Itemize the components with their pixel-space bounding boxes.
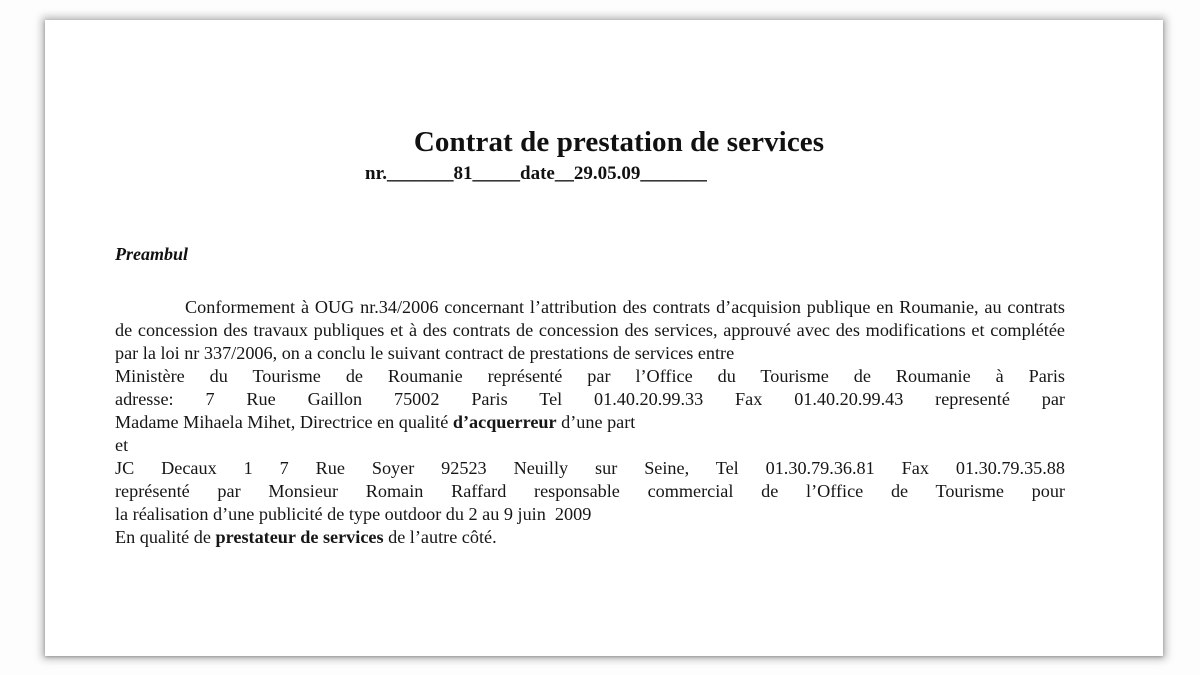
- party-1-line-1: Ministère du Tourisme de Roumanie représenté par l’Office du Tourisme de Roumanie à Paris: [115, 366, 1065, 386]
- closing-text: En qualité de: [115, 527, 216, 547]
- closing-line: [115, 526, 1065, 549]
- party-1-line-3: [115, 411, 1065, 434]
- party-2-line-1: JC Decaux 1 7 Rue Soyer 92523 Neuilly sur Seine, Tel 01.30.79.36.81 Fax 01.30.79.35.88: [115, 458, 1065, 478]
- party-2-line-2: représenté par Monsieur Romain Raffard responsable commercial de l’Office de Tourisme pour: [115, 481, 1065, 501]
- document-page: [45, 20, 1163, 656]
- role-acquerreur: d’acquerreur: [452, 412, 557, 432]
- document-body: [115, 296, 1065, 549]
- closing-suffix: de l’autre côté.: [383, 527, 497, 547]
- conjunction-et: et: [115, 435, 129, 455]
- paragraph-intro: Conformement à OUG nr.34/2006 concernant l’attribution des contrats d’acquision publique en Roumanie, au contrats de concession des travaux publiques et à des contrats de concession des services, approuvé avec des modifications et complétée par la loi nr 337/2006, on a conclu le suivant contract de prestations de services entre: [115, 297, 1065, 363]
- party-1-line-2: adresse: 7 Rue Gaillon 75002 Paris Tel 01.40.20.99.33 Fax 01.40.20.99.43 representé par: [115, 389, 1065, 409]
- document-title: Contrat de prestation de services: [413, 126, 825, 158]
- contract-number-line: nr._______81_____date__29.05.09_______: [365, 163, 707, 184]
- party-1-line-3-suffix: d’une part: [556, 412, 636, 432]
- preambul-heading: Preambul: [115, 244, 189, 264]
- party-2-line-3: la réalisation d’une publicité de type outdoor du 2 au 9 juin 2009: [115, 504, 592, 524]
- party-1-line-3-text: Madame Mihaela Mihet, Directrice en qualité: [115, 412, 453, 432]
- role-prestateur: prestateur de services: [215, 527, 384, 547]
